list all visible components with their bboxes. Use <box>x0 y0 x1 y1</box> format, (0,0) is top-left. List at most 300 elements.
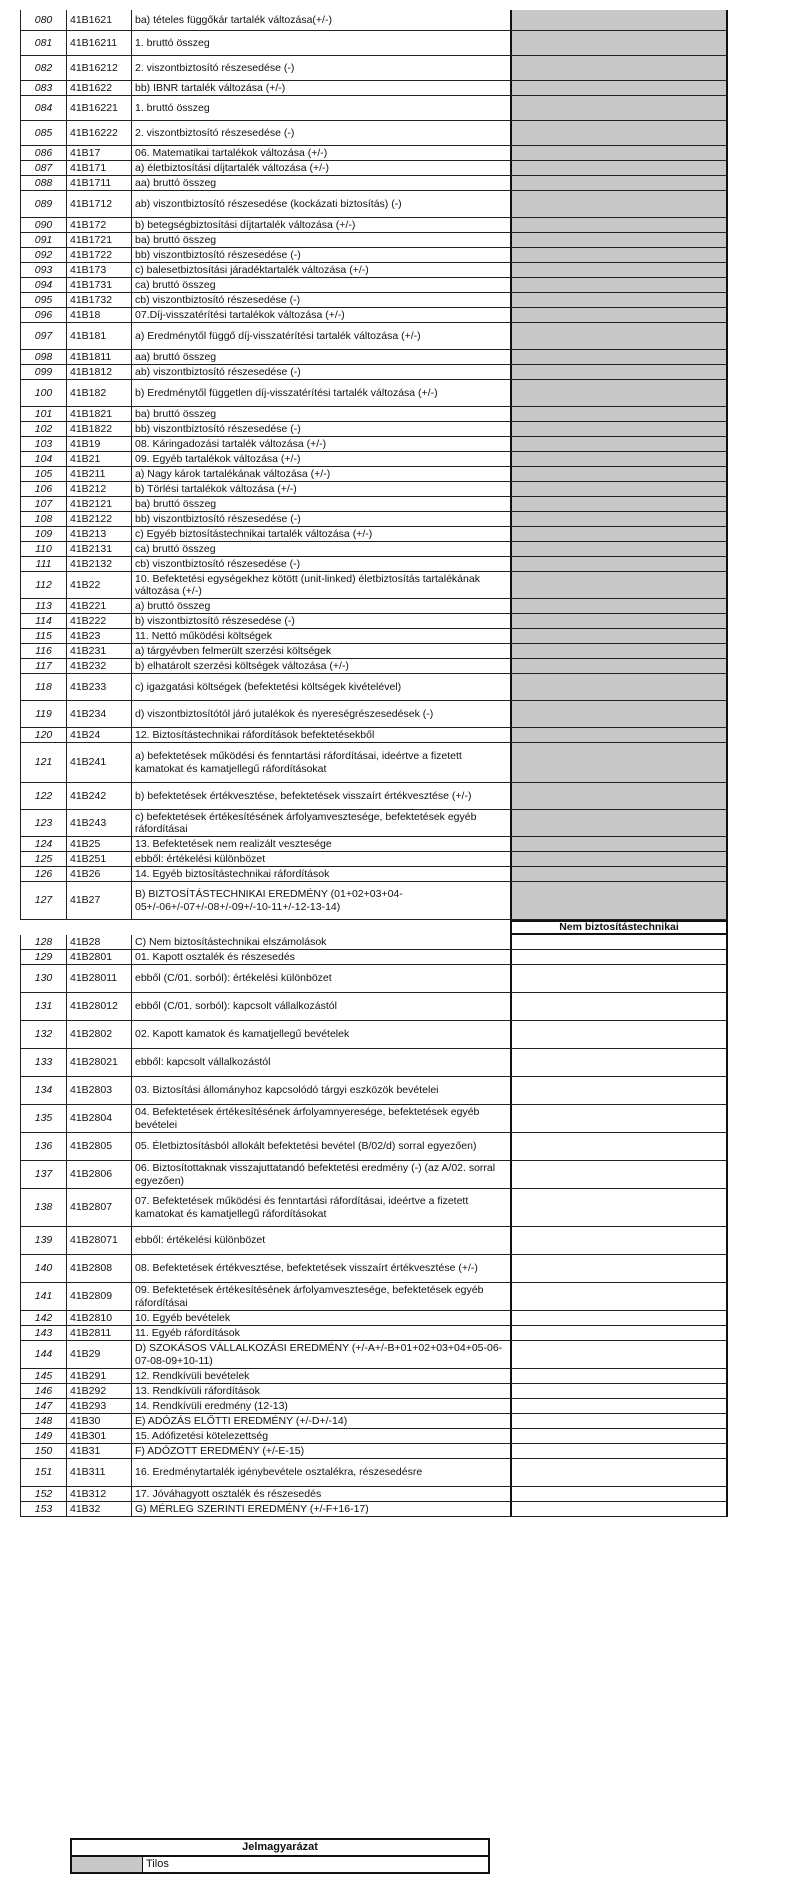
value-cell-forbidden <box>510 380 728 407</box>
value-cell[interactable] <box>510 935 728 950</box>
table-row <box>20 701 728 728</box>
table-row <box>20 161 728 176</box>
value-cell-forbidden <box>510 323 728 350</box>
row-description-text: a) tárgyévben felmerült szerzési költségek <box>135 644 332 657</box>
row-description-text: 08. Befektetések értékvesztése, befektetések visszaírt értékvesztése (+/-) <box>135 1262 478 1275</box>
row-description-text: b) befektetések értékvesztése, befektetések visszaírt értékvesztése (+/-) <box>135 789 472 802</box>
value-cell[interactable] <box>510 1369 728 1384</box>
table-row <box>20 993 728 1021</box>
value-cell-forbidden <box>510 365 728 380</box>
row-code: 41B16221 <box>66 96 131 121</box>
row-description <box>131 1459 510 1487</box>
table-row <box>20 1369 728 1384</box>
table-row <box>20 1502 728 1517</box>
row-description-text: 05. Életbiztosításból allokált befektetési bevétel (B/02/d) sorral egyezően) <box>135 1140 477 1153</box>
table-row <box>20 407 728 422</box>
row-description-text: ebből (C/01. sorból): kapcsolt vállalkozástól <box>135 1000 337 1013</box>
value-cell[interactable] <box>510 1133 728 1161</box>
row-description-text: 14. Egyéb biztosítástechnikai ráfordítások <box>135 867 330 880</box>
value-cell[interactable] <box>510 1077 728 1105</box>
row-number: 120 <box>20 728 66 743</box>
row-number: 139 <box>20 1227 66 1255</box>
table-row <box>20 512 728 527</box>
row-code: 41B26 <box>66 867 131 882</box>
row-description <box>131 278 510 293</box>
column-header-nontech: Nem biztosítástechnikai <box>510 920 728 935</box>
row-code: 41B21 <box>66 452 131 467</box>
row-number: 148 <box>20 1414 66 1429</box>
row-number: 121 <box>20 743 66 783</box>
row-code: 41B1712 <box>66 191 131 218</box>
value-cell[interactable] <box>510 993 728 1021</box>
row-number: 122 <box>20 783 66 810</box>
value-cell-forbidden <box>510 191 728 218</box>
table-row <box>20 1459 728 1487</box>
row-description-text: ba) bruttó összeg <box>135 497 217 510</box>
table-row <box>20 248 728 263</box>
row-code: 41B30 <box>66 1414 131 1429</box>
row-description-text: 2. viszontbiztosító részesedése (-) <box>135 126 295 139</box>
row-description <box>131 482 510 497</box>
row-description <box>131 1255 510 1283</box>
value-cell[interactable] <box>510 1161 728 1189</box>
row-description <box>131 935 510 950</box>
row-code: 41B212 <box>66 482 131 497</box>
table-row <box>20 1399 728 1414</box>
row-description <box>131 263 510 278</box>
value-cell[interactable] <box>510 1283 728 1311</box>
table-row <box>20 674 728 701</box>
row-number: 116 <box>20 644 66 659</box>
table-row <box>20 629 728 644</box>
row-code: 41B32 <box>66 1502 131 1517</box>
section-header-row <box>20 920 728 935</box>
table-row <box>20 1077 728 1105</box>
value-cell-forbidden <box>510 701 728 728</box>
row-description-text: ebből: értékelési különbözet <box>135 1234 266 1247</box>
value-cell[interactable] <box>510 1311 728 1326</box>
table-row <box>20 1311 728 1326</box>
row-description <box>131 233 510 248</box>
value-cell-forbidden <box>510 867 728 882</box>
value-cell-forbidden <box>510 674 728 701</box>
table-row <box>20 452 728 467</box>
value-cell-forbidden <box>510 248 728 263</box>
row-number: 149 <box>20 1429 66 1444</box>
row-description <box>131 176 510 191</box>
row-description <box>131 512 510 527</box>
table-row <box>20 1105 728 1133</box>
row-code: 41B234 <box>66 701 131 728</box>
row-code: 41B24 <box>66 728 131 743</box>
row-number: 126 <box>20 867 66 882</box>
row-number: 137 <box>20 1161 66 1189</box>
row-description-text: b) betegségbiztosítási díjtartalék változása (+/-) <box>135 218 356 231</box>
row-code: 41B28071 <box>66 1227 131 1255</box>
value-cell-forbidden <box>510 852 728 867</box>
row-description <box>131 557 510 572</box>
row-number: 082 <box>20 56 66 81</box>
value-cell-forbidden <box>510 810 728 837</box>
row-description <box>131 743 510 783</box>
row-code: 41B2806 <box>66 1161 131 1189</box>
row-description-text: 16. Eredménytartalék igénybevétele osztalékra, részesedésre <box>135 1466 423 1479</box>
row-number: 150 <box>20 1444 66 1459</box>
row-description-text: a) Eredménytől függő díj-visszatérítési tartalék változása (+/-) <box>135 329 421 342</box>
row-code: 41B1711 <box>66 176 131 191</box>
value-cell-forbidden <box>510 512 728 527</box>
row-description <box>131 1487 510 1502</box>
row-code: 41B16222 <box>66 121 131 146</box>
table-row <box>20 176 728 191</box>
row-description-text: c) Egyéb biztosítástechnikai tartalék változása (+/-) <box>135 527 373 540</box>
value-cell-forbidden <box>510 659 728 674</box>
table-row <box>20 10 728 31</box>
value-cell[interactable] <box>510 950 728 965</box>
row-description <box>131 1133 510 1161</box>
row-description <box>131 867 510 882</box>
row-description-text: ebből (C/01. sorból): értékelési különbözet <box>135 972 332 985</box>
row-description-text: 15. Adófizetési kötelezettség <box>135 1429 269 1442</box>
value-cell[interactable] <box>510 1429 728 1444</box>
row-description-text: b) Eredménytől független díj-visszatérítési tartalék változása (+/-) <box>135 386 438 399</box>
value-cell-forbidden <box>510 233 728 248</box>
table-row <box>20 191 728 218</box>
table-row <box>20 1429 728 1444</box>
row-description <box>131 1189 510 1227</box>
row-description <box>131 644 510 659</box>
row-description <box>131 308 510 323</box>
row-number: 112 <box>20 572 66 599</box>
row-description-text: 1. bruttó összeg <box>135 36 210 49</box>
value-cell-forbidden <box>510 527 728 542</box>
row-description-text: 09. Egyéb tartalékok változása (+/-) <box>135 452 301 465</box>
row-description-text: 11. Egyéb ráfordítások <box>135 1326 240 1339</box>
value-cell[interactable] <box>510 1326 728 1341</box>
row-description-text: 13. Rendkívüli ráfordítások <box>135 1384 260 1397</box>
row-description <box>131 121 510 146</box>
row-description-text: 04. Befektetések értékesítésének árfolyamnyeresége, befektetések egyéb bevételei <box>135 1106 480 1131</box>
row-description <box>131 837 510 852</box>
row-code: 41B232 <box>66 659 131 674</box>
row-description <box>131 323 510 350</box>
row-number: 129 <box>20 950 66 965</box>
value-cell-forbidden <box>510 497 728 512</box>
table-row <box>20 293 728 308</box>
row-description-text: 2. viszontbiztosító részesedése (-) <box>135 61 295 74</box>
row-number: 087 <box>20 161 66 176</box>
row-description <box>131 527 510 542</box>
row-code: 41B2131 <box>66 542 131 557</box>
table-row <box>20 308 728 323</box>
table-row <box>20 278 728 293</box>
row-number: 102 <box>20 422 66 437</box>
row-description-text: ca) bruttó összeg <box>135 278 216 291</box>
row-number: 125 <box>20 852 66 867</box>
value-cell-forbidden <box>510 56 728 81</box>
row-description-text: bb) viszontbiztosító részesedése (-) <box>135 422 301 435</box>
table-row <box>20 810 728 837</box>
row-number: 127 <box>20 882 66 920</box>
row-code: 41B301 <box>66 1429 131 1444</box>
row-description <box>131 1384 510 1399</box>
row-number: 114 <box>20 614 66 629</box>
value-cell[interactable] <box>510 1341 728 1369</box>
row-description <box>131 1429 510 1444</box>
row-code: 41B1721 <box>66 233 131 248</box>
row-description-text: b) Törlési tartalékok változása (+/-) <box>135 482 297 495</box>
table-row <box>20 350 728 365</box>
value-cell[interactable] <box>510 1255 728 1283</box>
row-number: 091 <box>20 233 66 248</box>
row-description <box>131 1105 510 1133</box>
table-row <box>20 263 728 278</box>
row-description <box>131 497 510 512</box>
value-cell-forbidden <box>510 599 728 614</box>
row-description-text: ca) bruttó összeg <box>135 542 216 555</box>
row-description-text: 09. Befektetések értékesítésének árfolyamvesztesége, befektetések egyéb ráfordításai <box>135 1284 484 1309</box>
row-code: 41B2804 <box>66 1105 131 1133</box>
value-cell[interactable] <box>510 965 728 993</box>
row-number: 133 <box>20 1049 66 1077</box>
row-description-text: 10. Befektetési egységekhez kötött (unit-linked) életbiztosítás tartalékának változása (+/-) <box>135 572 480 597</box>
row-code: 41B2801 <box>66 950 131 965</box>
row-description-text: c) igazgatási költségek (befektetési költségek kivételével) <box>135 680 402 693</box>
row-description-text: cb) viszontbiztosító részesedése (-) <box>135 557 301 570</box>
value-cell[interactable] <box>510 1189 728 1227</box>
row-description-text: cb) viszontbiztosító részesedése (-) <box>135 293 301 306</box>
row-description <box>131 950 510 965</box>
row-number: 094 <box>20 278 66 293</box>
row-description <box>131 1077 510 1105</box>
table-row <box>20 557 728 572</box>
value-cell-forbidden <box>510 308 728 323</box>
table-row <box>20 1384 728 1399</box>
row-number: 109 <box>20 527 66 542</box>
value-cell-forbidden <box>510 783 728 810</box>
table-row <box>20 31 728 56</box>
row-number: 104 <box>20 452 66 467</box>
value-cell[interactable] <box>510 1049 728 1077</box>
row-number: 101 <box>20 407 66 422</box>
row-number: 099 <box>20 365 66 380</box>
row-code: 41B2805 <box>66 1133 131 1161</box>
row-description-text: 12. Biztosítástechnikai ráfordítások befektetésekből <box>135 728 375 741</box>
value-cell-forbidden <box>510 572 728 599</box>
row-number: 130 <box>20 965 66 993</box>
row-description-text: a) életbiztosítási díjtartalék változása (+/-) <box>135 161 330 174</box>
row-description <box>131 437 510 452</box>
row-description <box>131 1311 510 1326</box>
row-description-text: d) viszontbiztosítótól járó jutalékok és nyereségrészesedések (-) <box>135 707 434 720</box>
row-description <box>131 614 510 629</box>
table-row <box>20 380 728 407</box>
table-row <box>20 482 728 497</box>
value-cell-forbidden <box>510 10 728 31</box>
row-code: 41B213 <box>66 527 131 542</box>
row-description-text: ba) bruttó összeg <box>135 407 217 420</box>
row-description-text: 06. Biztosítottaknak visszajuttatandó befektetési eredmény (-) (az A/02. sorral egyezően) <box>135 1162 496 1187</box>
row-description <box>131 1326 510 1341</box>
value-cell-forbidden <box>510 350 728 365</box>
table-row <box>20 81 728 96</box>
table-row <box>20 96 728 121</box>
row-number: 105 <box>20 467 66 482</box>
row-code: 41B28012 <box>66 993 131 1021</box>
row-number: 131 <box>20 993 66 1021</box>
row-number: 153 <box>20 1502 66 1517</box>
row-description-text: ba) tételes függőkár tartalék változása(+/-) <box>135 13 332 26</box>
row-code: 41B292 <box>66 1384 131 1399</box>
table-row <box>20 1255 728 1283</box>
value-cell-forbidden <box>510 407 728 422</box>
row-description <box>131 407 510 422</box>
legend-title: Jelmagyarázat <box>72 1840 488 1857</box>
row-code: 41B19 <box>66 437 131 452</box>
legend-box <box>70 1838 490 1874</box>
row-description <box>131 810 510 837</box>
row-code: 41B171 <box>66 161 131 176</box>
row-description-text: 08. Káringadozási tartalék változása (+/-) <box>135 437 327 450</box>
row-code: 41B25 <box>66 837 131 852</box>
row-description-text: ebből: értékelési különbözet <box>135 852 266 865</box>
row-code: 41B222 <box>66 614 131 629</box>
row-number: 146 <box>20 1384 66 1399</box>
value-cell[interactable] <box>510 1444 728 1459</box>
row-description <box>131 852 510 867</box>
table-row <box>20 1326 728 1341</box>
row-code: 41B29 <box>66 1341 131 1369</box>
value-cell-forbidden <box>510 437 728 452</box>
row-description <box>131 248 510 263</box>
row-description <box>131 674 510 701</box>
row-number: 098 <box>20 350 66 365</box>
row-description <box>131 1021 510 1049</box>
row-number: 142 <box>20 1311 66 1326</box>
row-number: 117 <box>20 659 66 674</box>
table-row <box>20 1414 728 1429</box>
row-description <box>131 701 510 728</box>
row-description <box>131 783 510 810</box>
value-cell-forbidden <box>510 96 728 121</box>
row-number: 151 <box>20 1459 66 1487</box>
table-row <box>20 422 728 437</box>
row-code: 41B16212 <box>66 56 131 81</box>
row-number: 090 <box>20 218 66 233</box>
value-cell[interactable] <box>510 1021 728 1049</box>
row-code: 41B231 <box>66 644 131 659</box>
legend-item-label: Tilos <box>146 1858 169 1870</box>
row-description-text: ba) bruttó összeg <box>135 233 217 246</box>
row-number: 110 <box>20 542 66 557</box>
row-description-text: 07.Díj-visszatérítési tartalékok változása (+/-) <box>135 308 345 321</box>
row-code: 41B1622 <box>66 81 131 96</box>
row-number: 119 <box>20 701 66 728</box>
row-description-text: 03. Biztosítási állományhoz kapcsolódó tárgyi eszközök bevételei <box>135 1084 439 1097</box>
value-cell[interactable] <box>510 1414 728 1429</box>
row-description <box>131 161 510 176</box>
row-description-text: ab) viszontbiztosító részesedése (kockázati biztosítás) (-) <box>135 197 402 210</box>
row-code: 41B233 <box>66 674 131 701</box>
value-cell-forbidden <box>510 176 728 191</box>
value-cell-forbidden <box>510 743 728 783</box>
table-row <box>20 743 728 783</box>
value-cell-forbidden <box>510 882 728 920</box>
value-cell[interactable] <box>510 1384 728 1399</box>
table-row <box>20 1189 728 1227</box>
value-cell[interactable] <box>510 1487 728 1502</box>
row-description <box>131 467 510 482</box>
row-number: 106 <box>20 482 66 497</box>
row-number: 135 <box>20 1105 66 1133</box>
table-row <box>20 1341 728 1369</box>
row-description <box>131 728 510 743</box>
row-description <box>131 1161 510 1189</box>
row-description <box>131 1444 510 1459</box>
row-code: 41B27 <box>66 882 131 920</box>
row-code: 41B2122 <box>66 512 131 527</box>
report-table <box>20 10 728 1517</box>
row-description-text: 12. Rendkívüli bevételek <box>135 1369 250 1382</box>
row-number: 147 <box>20 1399 66 1414</box>
row-code: 41B2809 <box>66 1283 131 1311</box>
row-description-text: 06. Matematikai tartalékok változása (+/-) <box>135 146 328 159</box>
row-description-text: bb) viszontbiztosító részesedése (-) <box>135 512 301 525</box>
table-row <box>20 542 728 557</box>
value-cell[interactable] <box>510 1105 728 1133</box>
value-cell[interactable] <box>510 1502 728 1517</box>
value-cell-forbidden <box>510 467 728 482</box>
table-row <box>20 527 728 542</box>
row-code: 41B31 <box>66 1444 131 1459</box>
value-cell-forbidden <box>510 31 728 56</box>
row-description-text: b) viszontbiztosító részesedése (-) <box>135 614 295 627</box>
row-code: 41B2810 <box>66 1311 131 1326</box>
row-description <box>131 1283 510 1311</box>
row-number: 111 <box>20 557 66 572</box>
table-row <box>20 783 728 810</box>
row-description-text: F) ADÓZOTT EREDMÉNY (+/-E-15) <box>135 1444 305 1457</box>
value-cell-forbidden <box>510 422 728 437</box>
row-code: 41B242 <box>66 783 131 810</box>
row-description <box>131 350 510 365</box>
row-number: 134 <box>20 1077 66 1105</box>
row-code: 41B2811 <box>66 1326 131 1341</box>
table-row <box>20 659 728 674</box>
row-description-text: 07. Befektetések működési és fenntartási ráfordításai, ideértve a fizetett kamatokat és kamatjellegű ráfordításokat <box>135 1195 469 1220</box>
row-code: 41B2807 <box>66 1189 131 1227</box>
row-code: 41B1822 <box>66 422 131 437</box>
value-cell[interactable] <box>510 1399 728 1414</box>
value-cell-forbidden <box>510 728 728 743</box>
row-code: 41B293 <box>66 1399 131 1414</box>
row-code: 41B16211 <box>66 31 131 56</box>
row-number: 113 <box>20 599 66 614</box>
row-description-text: ebből: kapcsolt vállalkozástól <box>135 1056 271 1069</box>
table-row <box>20 497 728 512</box>
table-row <box>20 1283 728 1311</box>
row-code: 41B182 <box>66 380 131 407</box>
row-code: 41B291 <box>66 1369 131 1384</box>
value-cell[interactable] <box>510 1459 728 1487</box>
row-description <box>131 96 510 121</box>
row-description-text: 1. bruttó összeg <box>135 101 210 114</box>
row-description-text: 01. Kapott osztalék és részesedés <box>135 950 295 963</box>
value-cell[interactable] <box>510 1227 728 1255</box>
table-row <box>20 965 728 993</box>
value-cell-forbidden <box>510 218 728 233</box>
row-number: 115 <box>20 629 66 644</box>
